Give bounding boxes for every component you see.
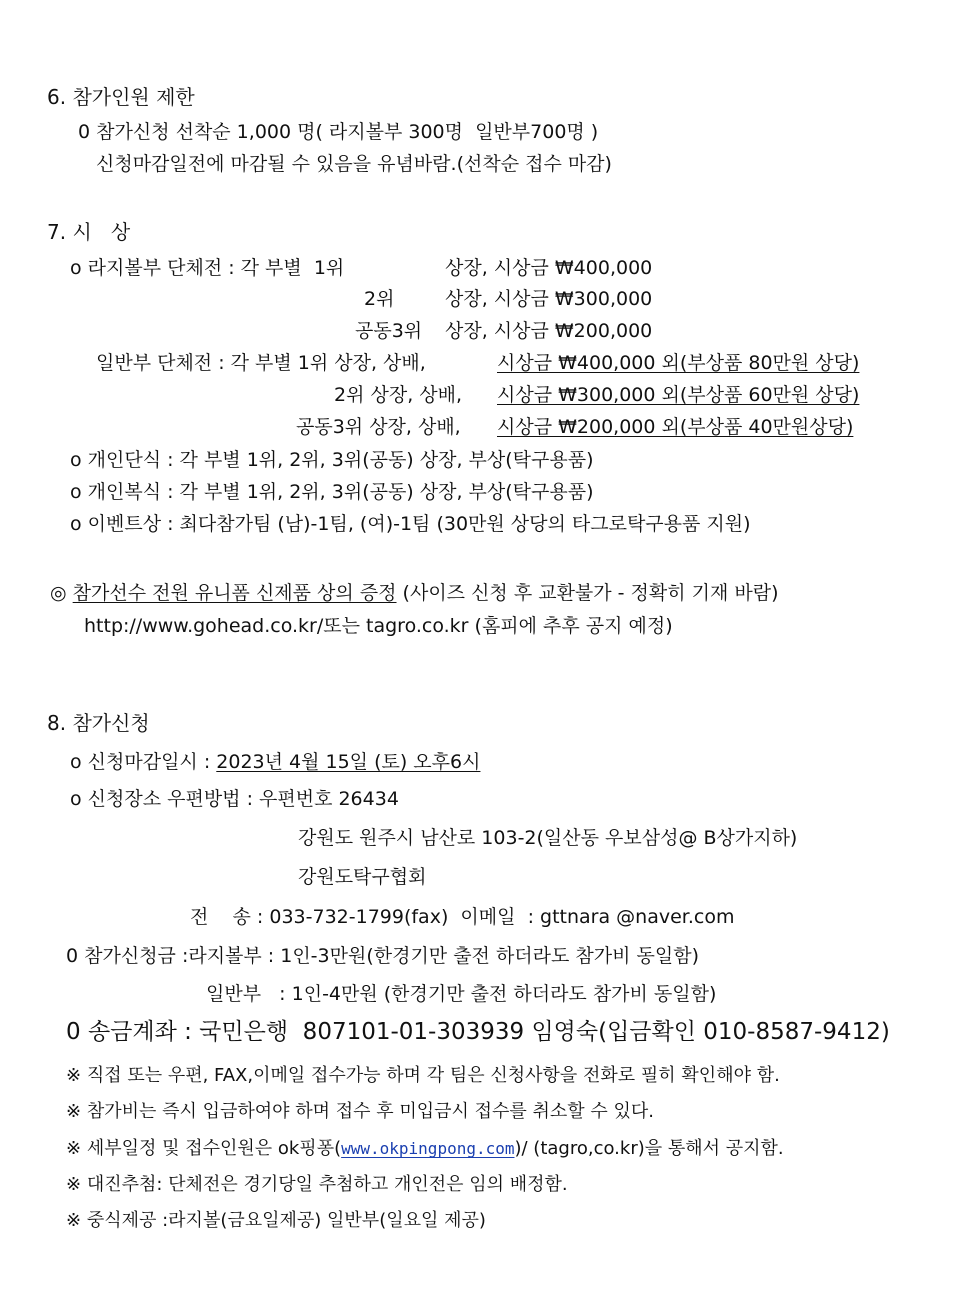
- singles-award: o 개인단식 : 각 부별 1위, 2위, 3위(공동) 상장, 부상(탁구용품): [70, 449, 594, 471]
- section-8-heading: 8. 참가신청: [47, 711, 150, 735]
- note-1-text: 직접 또는 우편, FAX,이메일 접수가능 하며 각 팀은 신청사항을 전화로 필히 확인해야 함.: [86, 1065, 780, 1086]
- deadline-value: 2023년 4월 15일 (토) 오후6시: [216, 751, 481, 773]
- large-ball-prize-1: 상장, 시상금 ₩400,000: [445, 257, 653, 279]
- mailing-address: 강원도 원주시 남산로 103-2(일산동 우보삼성@ B상가지하): [298, 827, 798, 849]
- general-prize-1: 시상금 ₩400,000 외(부상품 80만원 상당): [497, 352, 860, 374]
- reference-mark-icon: ※: [66, 1210, 82, 1231]
- large-ball-rank-3: 공동3위: [355, 320, 423, 342]
- large-ball-prize-2: 상장, 시상금 ₩300,000: [445, 288, 653, 310]
- reference-mark-icon: ※: [66, 1101, 82, 1122]
- section-6-line-1: 0 참가신청 선착순 1,000 명( 라지볼부 300명 일반부700명 ): [78, 121, 599, 143]
- section-7-heading: 7. 시 상: [47, 220, 131, 244]
- general-prize-2: 시상금 ₩300,000 외(부상품 60만원 상당): [497, 384, 860, 406]
- association-name: 강원도탁구협회: [298, 866, 427, 888]
- entry-fee-general: 일반부 : 1인-4만원 (한경기만 출전 하더라도 참가비 동일함): [206, 983, 717, 1005]
- event-award: o 이벤트상 : 최다참가팀 (남)-1팀, (여)-1팀 (30만원 상당의 타그로탁구용품 지원): [70, 513, 751, 535]
- fax-email-value: 033-732-1799(fax) 이메일 : gttnara @naver.com: [269, 906, 735, 928]
- note-3-text-a: 세부일정 및 접수인원은 ok핑퐁(: [86, 1138, 342, 1159]
- note-5-text: 중식제공 :라지볼(금요일제공) 일반부(일요일 제공): [86, 1210, 486, 1231]
- fax-label: 전 송 :: [190, 906, 270, 928]
- general-rank-3: 공동3위 상장, 상배,: [296, 416, 461, 438]
- note-4: [66, 1172, 568, 1198]
- bank-account: 0 송금계좌 : 국민은행 807101-01-303939 임영숙(입금확인 010-8587-9412): [66, 1019, 890, 1045]
- deadline-line: [70, 749, 480, 775]
- uniform-notice-underlined: 참가선수 전원 유니폼 신제품 상의 증정: [72, 582, 397, 604]
- section-6-heading: 6. 참가인원 제한: [47, 85, 195, 109]
- application-place: o 신청장소 우편방법 : 우편번호 26434: [70, 788, 399, 810]
- note-2-text: 참가비는 즉시 입금하여야 하며 접수 후 미입금시 접수를 취소할 수 있다.: [86, 1101, 655, 1122]
- general-team-label: 일반부 단체전 : 각 부별 1위 상장, 상배,: [96, 352, 426, 374]
- note-3: [66, 1136, 784, 1162]
- reference-mark-icon: ※: [66, 1174, 82, 1195]
- homepage-url-line: http://www.gohead.co.kr/또는 tagro.co.kr (홈피에 추후 공지 예정): [84, 615, 673, 637]
- fax-email-line: [190, 904, 734, 930]
- large-ball-rank-2: 2위: [364, 288, 395, 310]
- section-6-line-2: 신청마감일전에 마감될 수 있음을 유념바람.(선착순 접수 마감): [96, 153, 612, 175]
- note-1: [66, 1063, 780, 1089]
- general-prize-3: 시상금 ₩200,000 외(부상품 40만원상당): [497, 416, 854, 438]
- deadline-label: o 신청마감일시 :: [70, 751, 217, 773]
- doubles-award: o 개인복식 : 각 부별 1위, 2위, 3위(공동) 상장, 부상(탁구용품): [70, 481, 594, 503]
- large-ball-team-label: o 라지볼부 단체전 : 각 부별 1위: [70, 257, 345, 279]
- double-circle-icon: ◎: [50, 582, 67, 604]
- note-4-text: 대진추첨: 단체전은 경기당일 추첨하고 개인전은 임의 배정함.: [86, 1174, 568, 1195]
- uniform-notice-rest: (사이즈 신청 후 교환불가 - 정확히 기재 바람): [396, 582, 779, 604]
- reference-mark-icon: ※: [66, 1065, 82, 1086]
- note-3-text-b: )/ (tagro,co.kr)을 통해서 공지함.: [514, 1138, 784, 1159]
- entry-fee-large-ball: 0 참가신청금 :라지볼부 : 1인-3만원(한경기만 출전 하더라도 참가비 동일함): [66, 945, 699, 967]
- note-5: [66, 1208, 486, 1234]
- large-ball-prize-3: 상장, 시상금 ₩200,000: [445, 320, 653, 342]
- note-2: [66, 1099, 654, 1125]
- general-rank-2: 2위 상장, 상배,: [334, 384, 463, 406]
- reference-mark-icon: ※: [66, 1138, 82, 1159]
- uniform-notice: [50, 580, 779, 606]
- okpingpong-link[interactable]: www.okpingpong.com: [341, 1139, 515, 1158]
